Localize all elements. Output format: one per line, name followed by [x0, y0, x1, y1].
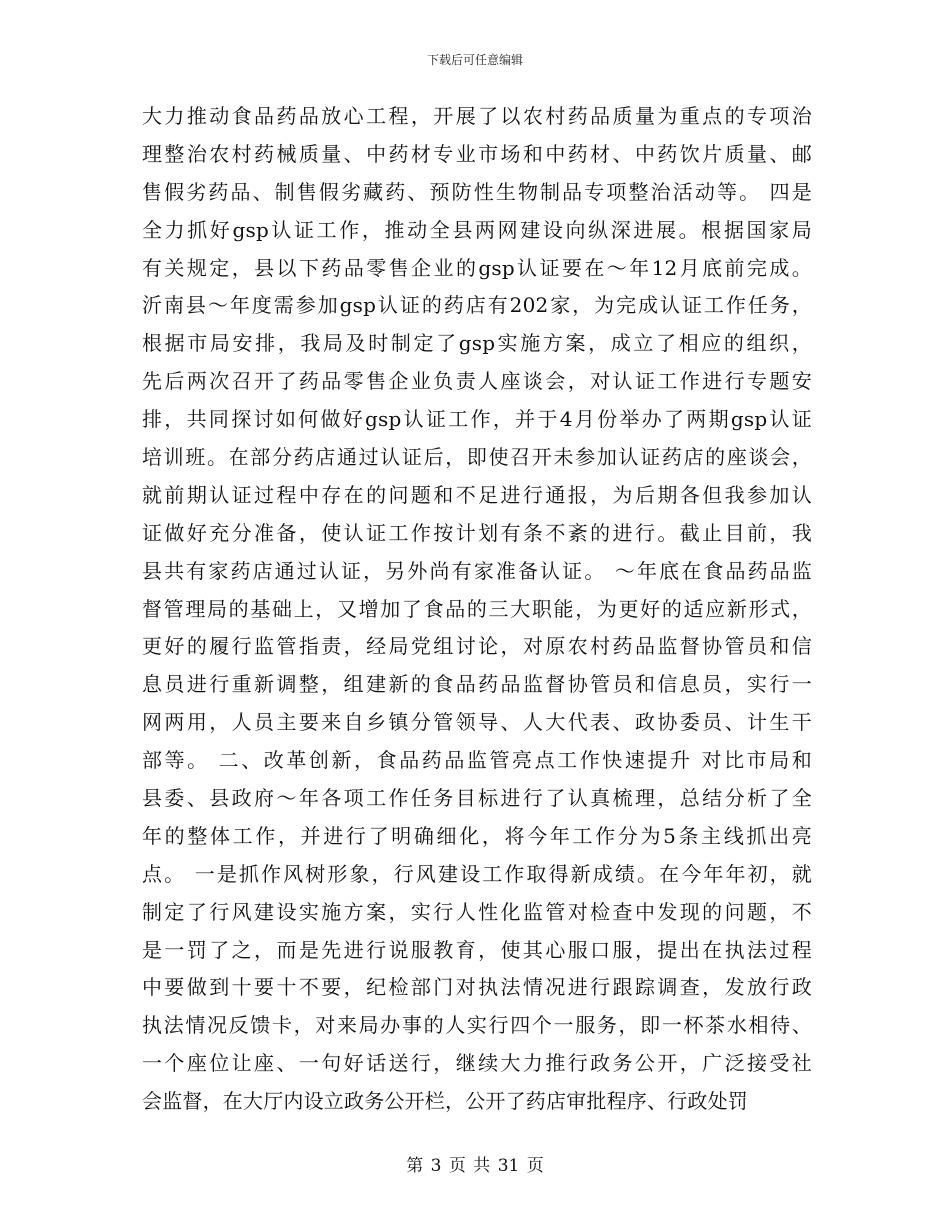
- body-text-line: 督管理局的基础上，又增加了食品的三大职能，为更好的适应新形式，: [142, 596, 812, 621]
- body-text-line: 全力抓好gsp认证工作，推动全县两网建设向纵深进展。根据国家局: [142, 217, 812, 242]
- body-text-line: 培训班。在部分药店通过认证后，即使召开未参加认证药店的座谈会，: [142, 445, 812, 470]
- body-text-line: 排，共同探讨如何做好gsp认证工作，并于4月份举办了两期gsp认证: [142, 407, 812, 432]
- body-text-line: 售假劣药品、制售假劣藏药、预防性生物制品专项整治活动等。 四是: [142, 179, 812, 204]
- body-text-line: 执法情况反馈卡，对来局办事的人实行四个一服务，即一杯茶水相待、: [142, 1013, 812, 1038]
- body-text-line: 点。 一是抓作风树形象，行风建设工作取得新成绩。在今年年初，就: [142, 861, 812, 886]
- body-text-line: 先后两次召开了药品零售企业负责人座谈会，对认证工作进行专题安: [142, 369, 812, 394]
- body-text-line: 县委、县政府～年各项工作任务目标进行了认真梳理，总结分析了全: [142, 786, 812, 811]
- document-body: [142, 98, 812, 1121]
- body-text-line: 会监督，在大厅内设立政务公开栏，公开了药店审批程序、行政处罚: [142, 1089, 748, 1114]
- body-text-line: 息员进行重新调整，组建新的食品药品监督协管员和信息员，实行一: [142, 672, 812, 697]
- body-text-line: 有关规定，县以下药品零售企业的gsp认证要在～年12月底前完成。: [142, 255, 812, 280]
- body-text-line: 一个座位让座、一句好话送行，继续大力推行政务公开，广泛接受社: [142, 1051, 812, 1076]
- page-number-footer: 第 3 页 共 31 页: [406, 1156, 544, 1176]
- body-text-line: 更好的履行监管指责，经局党组讨论，对原农村药品监督协管员和信: [142, 634, 812, 659]
- body-text-line: 年的整体工作，并进行了明确细化，将今年工作分为5条主线抓出亮: [142, 823, 812, 848]
- body-text-line: 部等。 二、改革创新，食品药品监管亮点工作快速提升 对比市局和: [142, 748, 812, 773]
- body-text-line: 是一罚了之，而是先进行说服教育，使其心服口服，提出在执法过程: [142, 937, 812, 962]
- body-text-line: 沂南县～年度需参加gsp认证的药店有202家，为完成认证工作任务，: [142, 293, 812, 318]
- page-header-note: 下载后可任意编辑: [426, 53, 523, 67]
- body-text-line: 根据市局安排，我局及时制定了gsp实施方案，成立了相应的组织，: [142, 331, 812, 356]
- body-text-line: 县共有家药店通过认证，另外尚有家准备认证。 ～年底在食品药品监: [142, 558, 812, 583]
- body-text-line: 证做好充分准备，使认证工作按计划有条不紊的进行。截止目前，我: [142, 520, 812, 545]
- body-text-line: 理整治农村药械质量、中药材专业市场和中药材、中药饮片质量、邮: [142, 141, 812, 166]
- body-text-line: 中要做到十要十不要，纪检部门对执法情况进行跟踪调查，发放行政: [142, 975, 812, 1000]
- body-text-line: 制定了行风建设实施方案，实行人性化监管对检查中发现的问题，不: [142, 899, 812, 924]
- body-text-line: 就前期认证过程中存在的问题和不足进行通报，为后期各但我参加认: [142, 482, 812, 507]
- body-text-line: 网两用，人员主要来自乡镇分管领导、人大代表、政协委员、计生干: [142, 710, 812, 735]
- body-text-line: 大力推动食品药品放心工程，开展了以农村药品质量为重点的专项治: [142, 104, 812, 128]
